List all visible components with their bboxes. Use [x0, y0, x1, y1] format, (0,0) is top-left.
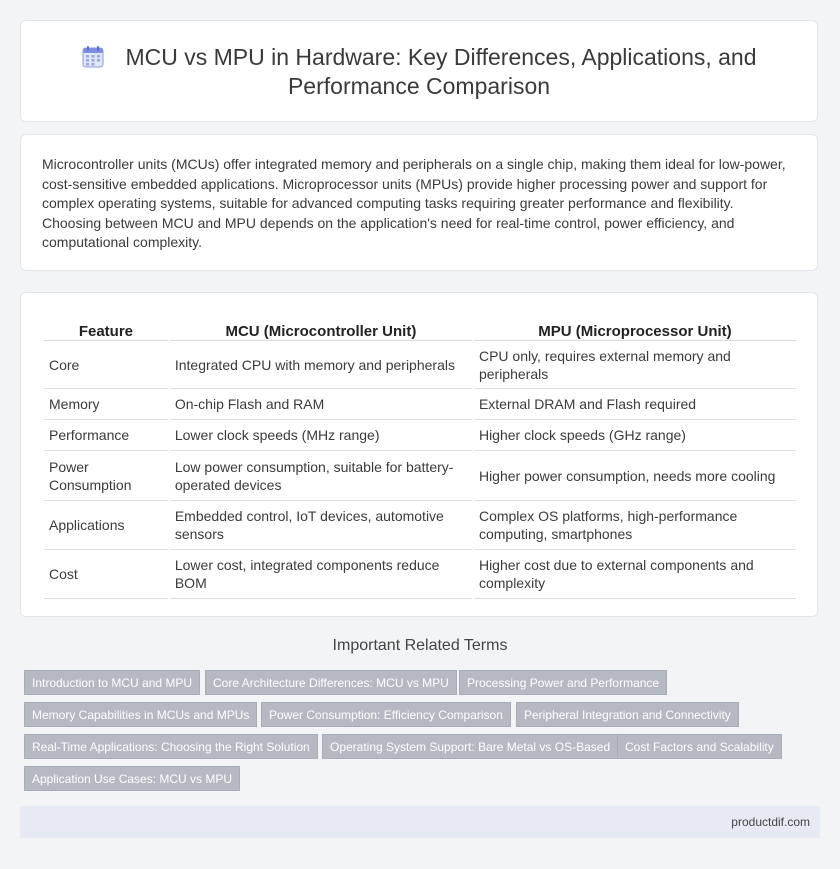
cell-feature: Core	[44, 341, 168, 389]
table-row	[44, 451, 796, 501]
cell-mcu: Lower clock speeds (MHz range)	[170, 420, 472, 451]
cell-mcu: Integrated CPU with memory and peripherals	[170, 341, 472, 389]
cell-mcu: On-chip Flash and RAM	[170, 389, 472, 420]
table-row	[44, 341, 796, 389]
footer-site[interactable]: productdif.com	[731, 815, 810, 829]
related-tag[interactable]: Real-Time Applications: Choosing the Right Solution	[24, 734, 318, 759]
cell-feature: Applications	[44, 501, 168, 550]
cell-mpu: CPU only, requires external memory and peripherals	[474, 341, 796, 389]
related-tag[interactable]: Processing Power and Performance	[459, 670, 667, 695]
calendar-icon	[81, 45, 105, 69]
related-tag[interactable]: Cost Factors and Scalability	[617, 734, 782, 759]
page-title-wrap	[21, 43, 817, 101]
table-row	[44, 501, 796, 550]
cell-feature: Power Consumption	[44, 451, 168, 501]
header-feature: Feature	[44, 313, 168, 341]
comparison-card	[20, 292, 818, 617]
cell-mcu: Lower cost, integrated components reduce BOM	[170, 550, 472, 599]
related-tag[interactable]: Application Use Cases: MCU vs MPU	[24, 766, 240, 791]
related-tag[interactable]: Operating System Support: Bare Metal vs OS-Based	[322, 734, 618, 759]
cell-feature: Memory	[44, 389, 168, 420]
header-mcu: MCU (Microcontroller Unit)	[170, 313, 472, 341]
table-row	[44, 420, 796, 451]
table-row	[44, 389, 796, 420]
title-card	[20, 20, 818, 122]
related-terms-heading: Important Related Terms	[332, 637, 508, 654]
cell-feature: Performance	[44, 420, 168, 451]
cell-mpu: Complex OS platforms, high-performance computing, smartphones	[474, 501, 796, 550]
cell-mcu: Embedded control, IoT devices, automotive sensors	[170, 501, 472, 550]
related-tag[interactable]: Core Architecture Differences: MCU vs MPU	[205, 670, 457, 695]
intro-paragraph: Microcontroller units (MCUs) offer integrated memory and peripherals on a single chip, making them ideal for low-power, cost-sensitive embedded applications. Microprocessor units (MPUs) provide higher processing power and support for complex operating systems, suitable for advanced computing tasks requiring greater performance and flexibility. Choosing between MCU and MPU depends on the application's need for real-time control, power efficiency, and computational complexity.	[42, 156, 786, 250]
table-header-row	[44, 313, 796, 341]
comparison-table	[42, 313, 798, 599]
page-title: MCU vs MPU in Hardware: Key Differences, Applications, and Performance Comparison	[125, 44, 757, 99]
related-tag[interactable]: Peripheral Integration and Connectivity	[516, 702, 739, 727]
footer	[20, 806, 820, 838]
cell-feature: Cost	[44, 550, 168, 599]
cell-mpu: Higher power consumption, needs more cooling	[474, 451, 796, 501]
related-tag[interactable]: Power Consumption: Efficiency Comparison	[261, 702, 511, 727]
cell-mcu: Low power consumption, suitable for battery-operated devices	[170, 451, 472, 501]
cell-mpu: External DRAM and Flash required	[474, 389, 796, 420]
related-tag[interactable]: Memory Capabilities in MCUs and MPUs	[24, 702, 257, 727]
intro-card	[20, 134, 818, 271]
related-tag[interactable]: Introduction to MCU and MPU	[24, 670, 200, 695]
cell-mpu: Higher cost due to external components and complexity	[474, 550, 796, 599]
table-row	[44, 550, 796, 599]
header-mpu: MPU (Microprocessor Unit)	[474, 313, 796, 341]
cell-mpu: Higher clock speeds (GHz range)	[474, 420, 796, 451]
